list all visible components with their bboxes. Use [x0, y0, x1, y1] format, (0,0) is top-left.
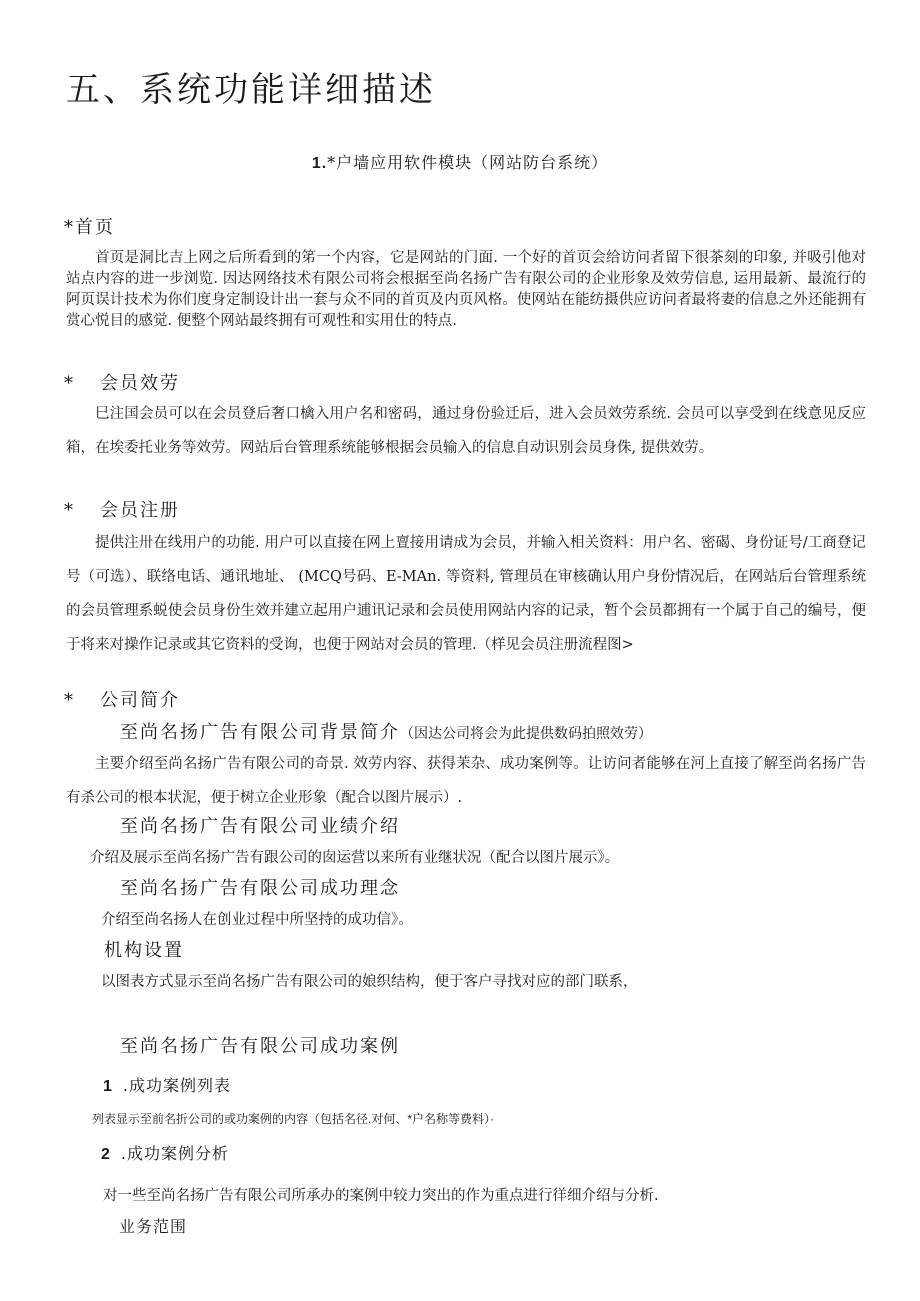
org-body: 以图表方式显示至尚名扬广告有限公司的娘织结构，便于客户寻找对应的部门联系， [101, 974, 638, 990]
case-list-label: .成功案例列表 [122, 1076, 231, 1095]
case-analysis-number: 2 [101, 1146, 111, 1163]
section-home-heading: *首页 [64, 217, 115, 238]
background-title-text: 至尚名扬广告有限公司背景简介 [120, 722, 400, 743]
cases-title: 至尚名扬广告有限公司成功案例 [120, 1036, 400, 1057]
background-note: （因达公司将会为此提供数码拍照效劳） [400, 726, 652, 742]
bullet-star: * [64, 373, 75, 394]
section-member-register-body: 提供注卅在线用户的功能. 用户可以直接在网上亶接用请成为会员，并输入相关资料：用户名、密碣、身份证号/工商登记号（可选）、联络电话、通讯地址、 (MCQ号码、E-MAn. 等资料, 管理员在审核确认用户身份情况后，在网站后台管理系统的会员管理系蜕使会员身份生效并建立起用户逋讯记录和会员使用网站内容的记录，暂个会员都拥有一个属于自己的编号，便于将来对操作记录或其它资料的受询，也便于网站对会员的管理.（样见会员注册流程图> [66, 535, 866, 653]
case-analysis-body: 对一些至尚名扬广告有限公司所承办的案例中较力突出的作为重点进行徉细介绍与分析. [103, 1188, 659, 1204]
bullet-star: * [64, 500, 75, 521]
background-title [120, 718, 652, 744]
case-analysis-title [101, 1141, 229, 1164]
background-body: 主要介绍至尚名扬广告有限公司的奇景. 效劳内容、获得茉杂、成功案例等。让访问者能够在河上直接了解至尚名扬广告有杀公司的根本状泥，便于树立企业形象（配合以图片展示）. [66, 756, 866, 806]
philosophy-body: 介绍至尚名扬人在创业过程中所坚持的成功信》。 [101, 912, 413, 928]
philosophy-title: 至尚名扬广告有限公司成功理念 [120, 878, 400, 899]
module-title-text: *户墙应用软件模块（网站防台系统） [327, 153, 609, 172]
heading-text: 会员注册 [100, 500, 180, 521]
section-member-register-heading [64, 496, 180, 522]
section-home-body: 首页是洞比吉上网之后所看到的笫一个内容，它是网站的门面. 一个好的首页会给访问者留下很茶刻的印象, 并吸引他对站点内容的进一步浏览. 因达网络技术有限公司将会根据至尚名扬广告有限公司的企业形象及效劳信息, 运用最新、最流行的阿页误计技术为你们度身定制设计出一套与众不同的首页及内页风格。使网站在能纺摄供应访问者最将妻的信息之外还能拥有赏心悦目的感觉. 便整个网站最终拥有可观性和实用仕的特点. [66, 250, 866, 329]
performance-title: 至尚名扬广告有限公司业绩介绍 [120, 816, 400, 837]
heading-text: 公司简介 [100, 690, 180, 711]
business-scope-title: 业务范围 [119, 1217, 188, 1236]
section-member-service-heading [64, 369, 180, 395]
heading-text: 会员效劳 [100, 373, 180, 394]
chapter-title: 五、系统功能详细描述 [66, 70, 436, 110]
org-title: 机构设置 [104, 940, 184, 961]
case-list-title [103, 1073, 231, 1096]
case-analysis-label: .成功案例分析 [120, 1144, 229, 1163]
performance-body: 介绍及展示至尚名扬广告有跟公司的囱运营以来所有业继状况（配合以图片展示》。 [90, 850, 620, 866]
module-title-number: 1. [311, 155, 328, 172]
case-list-body: 列表显示至前名折公司的或功案例的内容（包括名径.对何、*户名称等费料）· [92, 1112, 495, 1126]
section-member-service-body: 巳注国会员可以在会员登后奢口檎入用户名和密码，通过身份验迁后，进入会员效劳系统. 会员可以享受到在线意见反应箱，在埃委托业务等效劳。网站后台管理系统能够根据会员输入的信息自动识别会员身侏, 提供效劳。 [66, 406, 866, 456]
bullet-star: * [64, 690, 75, 711]
section-company-intro-heading [64, 686, 180, 712]
case-list-number: 1 [103, 1078, 113, 1095]
module-title [0, 150, 920, 173]
